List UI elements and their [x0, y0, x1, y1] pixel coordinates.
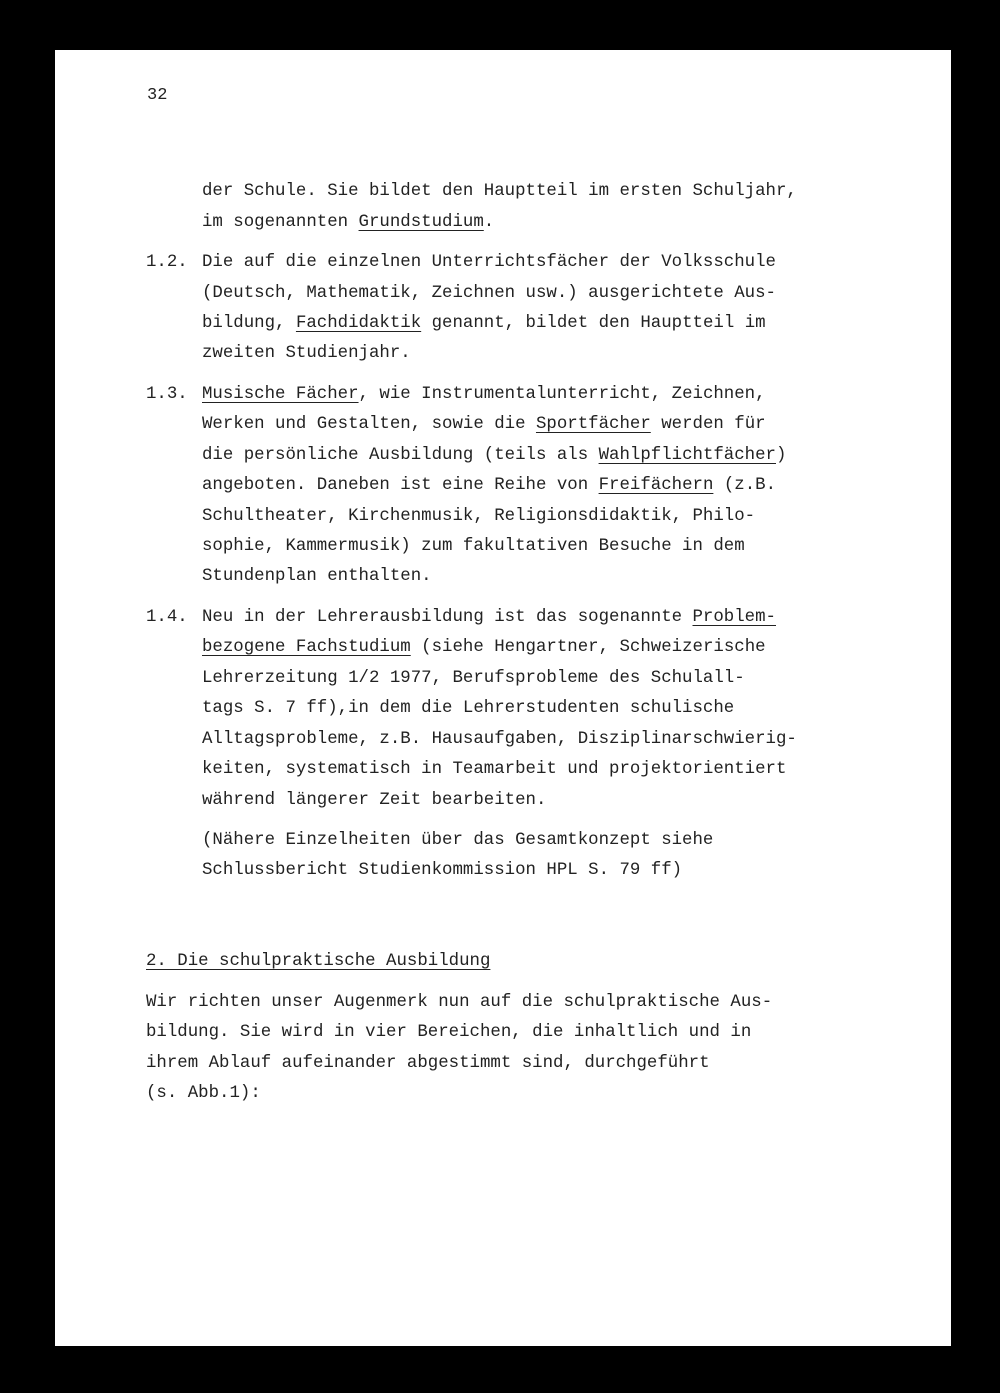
text: , wie Instrumentalunterricht, Zeichnen,: [358, 385, 766, 404]
intro-line-2: [202, 208, 494, 238]
s14-line-2: [202, 633, 766, 663]
text: Werken und Gestalten, sowie die: [202, 415, 536, 434]
document-page: [55, 50, 951, 1346]
underlined-term: Fachdidaktik: [295, 314, 422, 333]
note-line-1: (Nähere Einzelheiten über das Gesamtkonzept siehe: [202, 831, 714, 850]
s14-line-7: während längerer Zeit bearbeiten.: [202, 791, 547, 810]
s14-line-3: Lehrerzeitung 1/2 1977, Berufsprobleme des Schulall-: [202, 669, 745, 688]
s12-line-4: zweiten Studienjahr.: [202, 344, 411, 363]
s13-line-3: [202, 441, 786, 471]
s2-line-4: (s. Abb.1):: [146, 1084, 261, 1103]
s13-line-7: Stundenplan enthalten.: [202, 567, 432, 586]
s2-line-1: Wir richten unser Augenmerk nun auf die schulpraktische Aus-: [146, 993, 773, 1012]
underlined-term: Musische Fächer: [202, 385, 359, 404]
section-number-1-2: 1.2.: [146, 253, 188, 272]
s2-line-2: bildung. Sie wird in vier Bereichen, die inhaltlich und in: [146, 1023, 752, 1042]
underlined-term: Freifächern: [598, 476, 714, 495]
s13-line-2: [202, 410, 766, 440]
s12-line-3: [202, 309, 766, 339]
text: .: [483, 213, 495, 232]
text: im sogenannten: [202, 213, 359, 232]
s13-line-4: [202, 471, 776, 501]
text: die persönliche Ausbildung (teils als: [202, 446, 599, 465]
text: ): [776, 446, 787, 465]
underlined-term: Problem-: [692, 608, 776, 627]
page-number: 32: [147, 86, 168, 105]
section-number-1-3: 1.3.: [146, 385, 188, 404]
s12-line-1: Die auf die einzelnen Unterrichtsfächer der Volksschule: [202, 253, 776, 272]
text: (z.B.: [713, 476, 777, 495]
s12-line-2: (Deutsch, Mathematik, Zeichnen usw.) ausgerichtete Aus-: [202, 284, 776, 303]
s13-line-6: sophie, Kammermusik) zum fakultativen Besuche in dem: [202, 537, 745, 556]
underlined-term: Wahlpflichtfächer: [598, 446, 776, 465]
underlined-term: Sportfächer: [535, 415, 651, 434]
text: genannt, bildet den Hauptteil im: [421, 314, 766, 333]
heading-text: 2. Die schulpraktische Ausbildung: [146, 952, 491, 971]
section-2-heading: [146, 947, 490, 977]
s13-line-5: Schultheater, Kirchenmusik, Religionsdidaktik, Philo-: [202, 507, 756, 526]
underlined-term: bezogene Fachstudium: [202, 638, 411, 657]
s14-line-4: tags S. 7 ff),in dem die Lehrerstudenten schulische: [202, 699, 735, 718]
intro-line-1: der Schule. Sie bildet den Hauptteil im ersten Schuljahr,: [202, 182, 797, 201]
text: Neu in der Lehrerausbildung ist das sogenannte: [202, 608, 693, 627]
text: werden für: [650, 415, 766, 434]
s14-line-6: keiten, systematisch in Teamarbeit und projektorientiert: [202, 760, 787, 779]
section-number-1-4: 1.4.: [146, 608, 188, 627]
text: (siehe Hengartner, Schweizerische: [410, 638, 766, 657]
s2-line-3: ihrem Ablauf aufeinander abgestimmt sind, durchgeführt: [146, 1054, 710, 1073]
s14-line-5: Alltagsprobleme, z.B. Hausaufgaben, Disziplinarschwierig-: [202, 730, 797, 749]
text: angeboten. Daneben ist eine Reihe von: [202, 476, 599, 495]
text: bildung,: [202, 314, 296, 333]
underlined-term: Grundstudium: [358, 213, 484, 232]
s13-line-1: [202, 380, 766, 410]
s14-line-1: [202, 603, 776, 633]
note-line-2: Schlussbericht Studienkommission HPL S. 79 ff): [202, 861, 683, 880]
